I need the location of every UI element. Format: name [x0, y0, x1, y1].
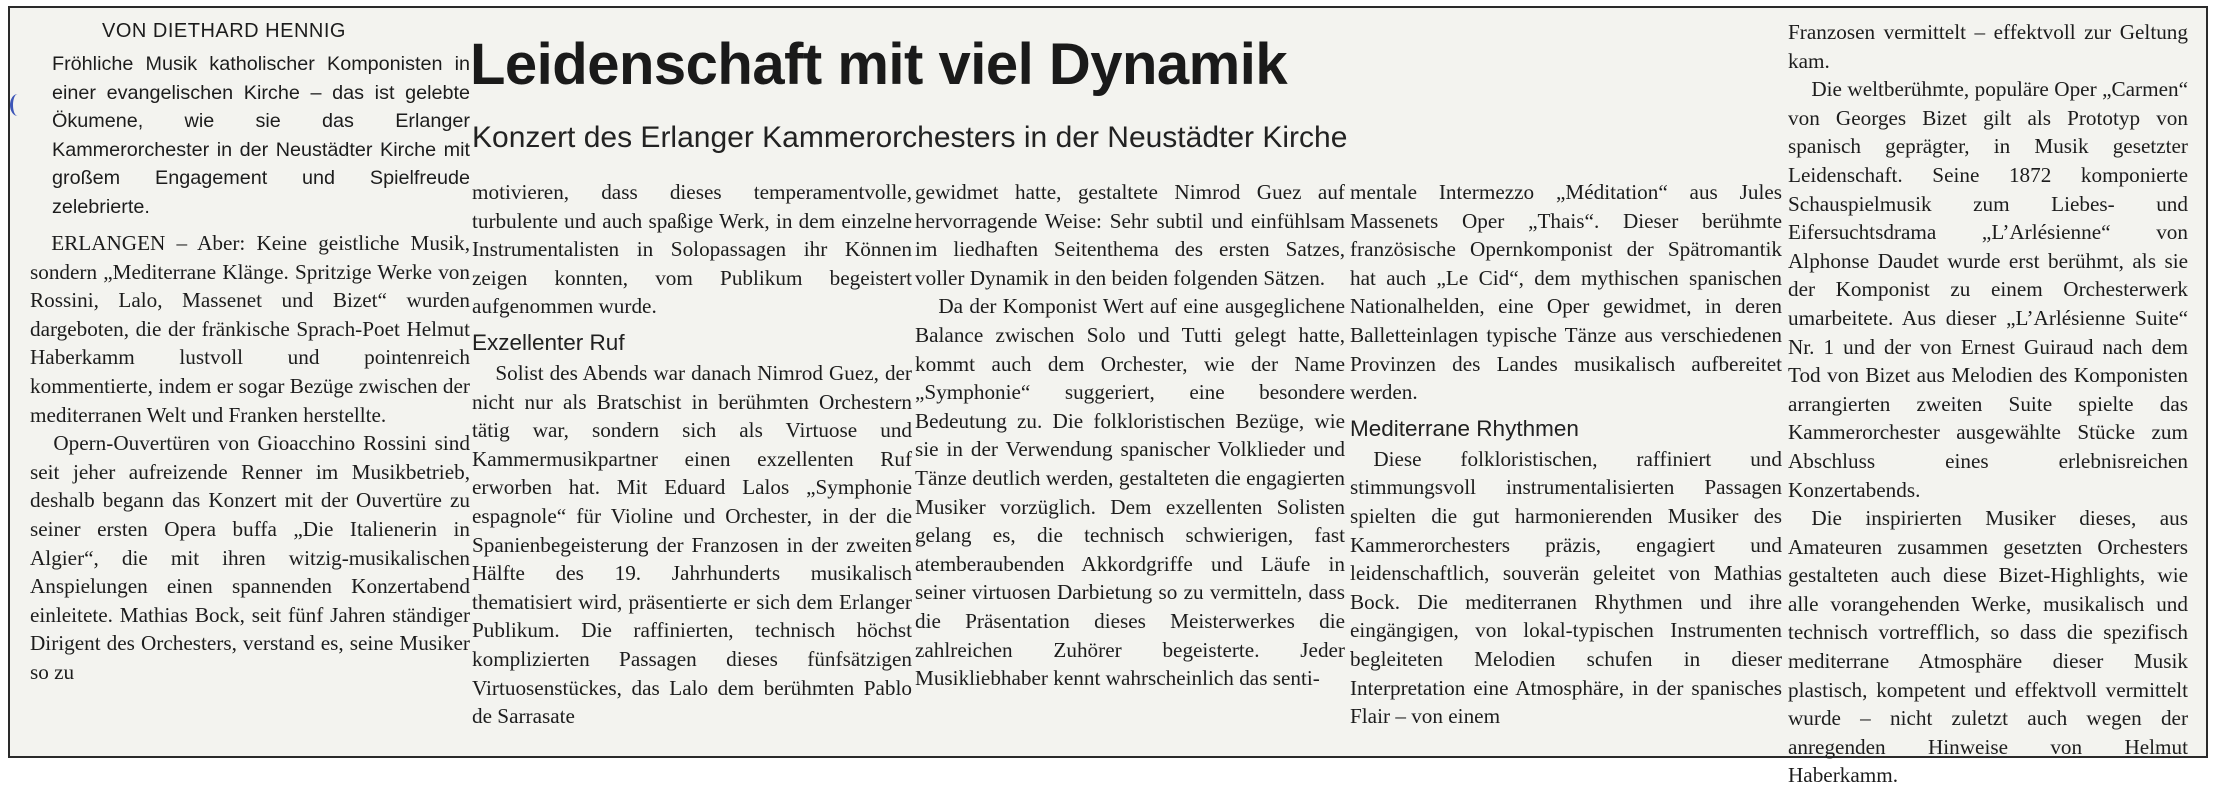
column-4 [1350, 178, 1782, 731]
headline: Leidenschaft mit viel Dynamik [470, 32, 1288, 97]
paragraph: Opern-Ouvertüren von Gioacchino Rossini sind seit jeher aufreizende Renner im Musikbetrieb, deshalb begann das Konzert mit der Ouvertüre zu seiner ersten Opera buffa „Die Italienerin in Algier“, die mit ihren witzig-musikalischen Anspielungen einen spannenden Konzertabend einleitete. Mathias Bock, seit fünf Jahren ständiger Dirigent des Orchesters, verstand es, seine Musiker so zu [30, 431, 470, 684]
column-5 [1788, 18, 2188, 790]
newspaper-clipping [8, 6, 2208, 788]
paragraph: Die weltberühmte, populäre Oper „Carmen“ von Georges Bizet gilt als Prototyp von spanisch geprägter, in Musik gesetzter Leidenschaft. Seine 1872 komponierte Schauspielmusik zum Liebes- und Eifersuchtsdrama „L’Arlésienne“ von Alphonse Daudet wurde erst berühmt, als sie der Komponist zu einem Orchesterwerk umarbeitete. Aus dieser „L’Arlésienne Suite“ Nr. 1 und der von Ernest Guiraud nach dem Tod von Bizet aus Melodien des Komponisten arrangierten zweiten Suite spielte das Kammerorchester ausgewählte Stücke zum Abschluss eines erlebnisreichen Konzertabends. [1788, 77, 2188, 502]
column-3 [915, 178, 1345, 693]
byline: VON DIETHARD HENNIG [102, 20, 346, 42]
column-2 [472, 178, 912, 731]
column-1 [30, 18, 470, 687]
section-subtitle: Mediterrane Rhythmen [1350, 415, 1579, 441]
paragraph: gewidmet hatte, gestaltete Nimrod Guez auf hervorragende Weise: Sehr subtil und einfühlsam im liedhaften Seitenthema des ersten Satzes, voller Dynamik in den beiden folgenden Sätzen. [915, 180, 1345, 290]
section-subtitle: Exzellenter Ruf [472, 329, 625, 355]
paragraph: Die inspirierten Musiker dieses, aus Amateuren zusammen gesetzten Orchesters gestalteten auch diese Bizet-Highlights, wie alle vorangehenden Werke, musikalisch und technisch vortrefflich, so dass die spezifisch mediterrane Atmosphäre dieser Musik plastisch, kompetent und effektvoll vermittelt wurde – nicht zuletzt auch wegen der anregenden Hinweise von Helmut Haberkamm. [1788, 506, 2188, 788]
paragraph: Franzosen vermittelt – effektvoll zur Geltung kam. [1788, 20, 2188, 73]
paragraph: ERLANGEN – Aber: Keine geistliche Musik, sondern „Mediterrane Klänge. Spritzige Werke von Rossini, Lalo, Massenet und Bizet“ wurden dargeboten, die der fränkische Sprach-Poet Helmut Haberkamm lustvoll und pointenreich kommentierte, indem er sogar Bezüge zwischen der mediterranen Welt und Franken herstellte. [30, 231, 470, 427]
paragraph: Solist des Abends war danach Nimrod Guez, der nicht nur als Bratschist in berühmten Orchestern tätig war, sondern sich als Virtuose und Kammermusikpartner einen exzellenten Ruf erworben hat. Mit Eduard Lalos „Symphonie espagnole“ für Violine und Orchester, in der die Spanienbegeisterung der Franzosen in der zweiten Hälfte des 19. Jahrhunderts musikalisch thematisiert wird, präsentierte er sich dem Erlanger Publikum. Die raffinierten, technisch höchst komplizierten Passagen dieses fünfsätzigen Virtuosenstückes, das Lalo dem berühmten Pablo de Sarrasate [472, 360, 912, 729]
paragraph: motivieren, dass dieses temperamentvolle, turbulente und auch spaßige Werk, in dem einzelne Instrumentalisten in Solopassagen ihr Können zeigen konnten, vom Publikum begeistert aufgenommen wurde. [472, 180, 912, 319]
lead-paragraph: Fröhliche Musik katholischer Komponisten in einer evangelischen Kirche – das ist gelebte Ökumene, wie sie das Erlanger Kammerorchester in der Neustädter Kirche mit großem Engagement und Spielfreude zelebrierte. [52, 53, 470, 218]
paragraph: Diese folkloristischen, raffiniert und stimmungsvoll instrumentalisierten Passagen spielten die gut harmonierenden Musiker des Kammerorchesters präzis, engagiert und leidenschaftlich, souverän geleitet von Mathias Bock. Die mediterranen Rhythmen und ihre eingängigen, von lokal-typischen Instrumenten begleiteten Melodien schufen in dieser Interpretation eine Atmosphäre, in der spanisches Flair – von einem [1350, 446, 1782, 729]
pen-mark [10, 94, 25, 116]
paragraph: mentale Intermezzo „Méditation“ aus Jules Massenets Oper „Thais“. Dieser berühmte französische Opernkomponist der Spätromantik hat auch „Le Cid“, dem mythischen spanischen Nationalhelden, eine Oper gewidmet, in deren Balletteinlagen typische Tänze aus verschiedenen Provinzen des Landes musikalisch aufbereitet werden. [1350, 180, 1782, 405]
subheadline: Konzert des Erlanger Kammerorchesters in der Neustädter Kirche [472, 121, 1348, 154]
paragraph: Da der Komponist Wert auf eine ausgeglichene Balance zwischen Solo und Tutti gelegt hatte, kommt auch dem Orchester, wie der Name „Symphonie“ suggeriert, eine besondere Bedeutung zu. Die folkloristischen Bezüge, wie sie in der Verwendung spanischer Volklieder und Tänze deutlich werden, gestalteten die engagierten Musiker vorzüglich. Dem exzellenten Solisten gelang es, die technisch schwierigen, fast atemberaubenden Akkordgriffe und Läufe in seiner virtuosen Darbietung so zu vermitteln, dass die Präsentation dieses Meisterwerkes die zahlreichen Zuhörer begeisterte. Jeder Musikliebhaber kennt wahrscheinlich das senti- [915, 294, 1345, 691]
